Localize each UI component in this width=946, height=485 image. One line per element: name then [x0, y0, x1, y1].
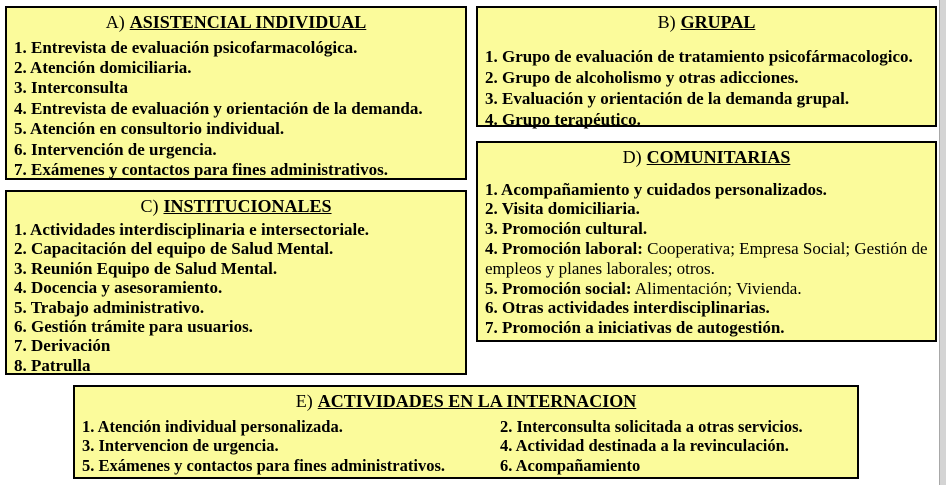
list-item — [14, 119, 458, 139]
item-text-bold: 6. Intervención de urgencia. — [14, 139, 217, 159]
two-column-layout — [82, 417, 850, 476]
box-letter-prefix: B) — [657, 12, 676, 32]
list-item — [485, 67, 928, 88]
item-text-bold: 5. Atención en consultorio individual. — [14, 119, 285, 139]
item-text-bold: 2. Visita domiciliaria. — [485, 199, 640, 219]
item-text-bold: 6. Acompañamiento — [500, 456, 641, 476]
item-text-bold: 5. Promoción social: — [485, 278, 632, 298]
item-text-bold: 5. Exámenes y contactos para fines administrativos. — [82, 456, 445, 476]
list-item — [82, 417, 494, 437]
list-item — [14, 38, 458, 58]
box-title-text: GRUPAL — [680, 12, 756, 32]
box-title — [14, 196, 458, 217]
item-list — [14, 220, 458, 376]
box-title — [485, 147, 928, 168]
list-item — [14, 259, 458, 278]
list-item — [500, 456, 850, 476]
list-item — [14, 160, 458, 180]
item-text-bold: 3. Interconsulta — [14, 78, 128, 98]
list-item — [14, 78, 458, 98]
item-text-bold: 4. Promoción laboral: — [485, 239, 643, 259]
list-item — [14, 278, 458, 297]
item-text-regular: Cooperativa; Empresa Social; Gestión de empleos y planes laborales; otros. — [485, 239, 928, 278]
list-item — [14, 317, 458, 336]
list-item — [485, 88, 928, 109]
box-title — [14, 12, 458, 33]
list-item — [485, 239, 928, 279]
item-text-bold: 1. Entrevista de evaluación psicofarmacológica. — [14, 37, 358, 57]
item-text-regular: Alimentación; Vivienda. — [631, 278, 802, 298]
item-text-bold: 7. Derivación — [14, 336, 111, 356]
list-item — [485, 318, 928, 338]
list-item — [14, 356, 458, 375]
item-text-bold: 2. Atención domiciliaria. — [14, 58, 192, 78]
item-text-bold: 3. Intervencion de urgencia. — [82, 436, 279, 456]
item-text-bold: 4. Grupo terapéutico. — [485, 109, 641, 129]
list-item — [500, 436, 850, 456]
list-item — [14, 58, 458, 78]
box-letter-prefix: C) — [140, 196, 159, 216]
box-title-text: COMUNITARIAS — [646, 147, 791, 167]
box-title — [485, 12, 928, 33]
box-title-text: ASISTENCIAL INDIVIDUAL — [129, 12, 367, 32]
list-item — [485, 298, 928, 318]
list-item — [485, 180, 928, 200]
item-text-bold: 2. Grupo de alcoholismo y otras adicciones. — [485, 67, 799, 87]
item-text-bold: 6. Gestión trámite para usuarios. — [14, 316, 253, 336]
box-letter-prefix: E) — [295, 391, 313, 411]
box-grupal — [476, 6, 937, 127]
item-text-bold: 5. Trabajo administrativo. — [14, 297, 205, 317]
box-actividades-internacion — [73, 385, 859, 479]
item-text-bold: 8. Patrulla — [14, 355, 91, 375]
item-list-right — [500, 417, 850, 476]
item-text-bold: 1. Acompañamiento y cuidados personalizados. — [485, 179, 827, 199]
box-title-text: INSTITUCIONALES — [163, 196, 332, 216]
list-item — [82, 456, 494, 476]
list-item — [485, 109, 928, 130]
list-item — [14, 140, 458, 160]
item-text-bold: 4. Entrevista de evaluación y orientación de la demanda. — [14, 98, 423, 118]
item-text-bold: 7. Exámenes y contactos para fines administrativos. — [14, 160, 388, 180]
item-list — [14, 38, 458, 181]
list-item — [485, 219, 928, 239]
list-item — [82, 436, 494, 456]
item-text-bold: 2. Interconsulta solicitada a otras servicios. — [500, 416, 803, 436]
item-list — [485, 46, 928, 130]
list-item — [14, 298, 458, 317]
item-text-bold: 1. Grupo de evaluación de tratamiento psicofármacologico. — [485, 46, 913, 66]
list-item — [14, 220, 458, 239]
box-letter-prefix: A) — [105, 12, 125, 32]
item-text-bold: 1. Atención individual personalizada. — [82, 416, 343, 436]
list-item — [485, 46, 928, 67]
item-text-bold: 2. Capacitación del equipo de Salud Mental. — [14, 239, 334, 259]
list-item — [14, 99, 458, 119]
item-text-bold: 3. Promoción cultural. — [485, 219, 648, 239]
scrollbar[interactable] — [939, 0, 946, 485]
item-text-bold: 1. Actividades interdisciplinaria e intersectoriale. — [14, 219, 370, 239]
box-title — [82, 391, 850, 412]
list-item — [14, 336, 458, 355]
box-letter-prefix: D) — [622, 147, 642, 167]
box-title-text: ACTIVIDADES EN LA INTERNACION — [317, 391, 637, 411]
box-institucionales — [5, 190, 467, 375]
item-text-bold: 3. Reunión Equipo de Salud Mental. — [14, 258, 278, 278]
item-text-bold: 7. Promoción a iniciativas de autogestión. — [485, 318, 785, 338]
item-list — [485, 180, 928, 338]
list-item — [485, 199, 928, 219]
box-comunitarias — [476, 141, 937, 342]
item-text-bold: 4. Docencia y asesoramiento. — [14, 278, 223, 298]
list-item — [14, 239, 458, 258]
list-item — [500, 417, 850, 437]
item-text-bold: 6. Otras actividades interdisciplinarias. — [485, 298, 770, 318]
item-text-bold: 3. Evaluación y orientación de la demanda grupal. — [485, 88, 850, 108]
list-item — [485, 279, 928, 299]
item-text-bold: 4. Actividad destinada a la revinculación. — [500, 436, 789, 456]
item-list-left — [82, 417, 494, 476]
box-asistencial-individual — [5, 6, 467, 180]
